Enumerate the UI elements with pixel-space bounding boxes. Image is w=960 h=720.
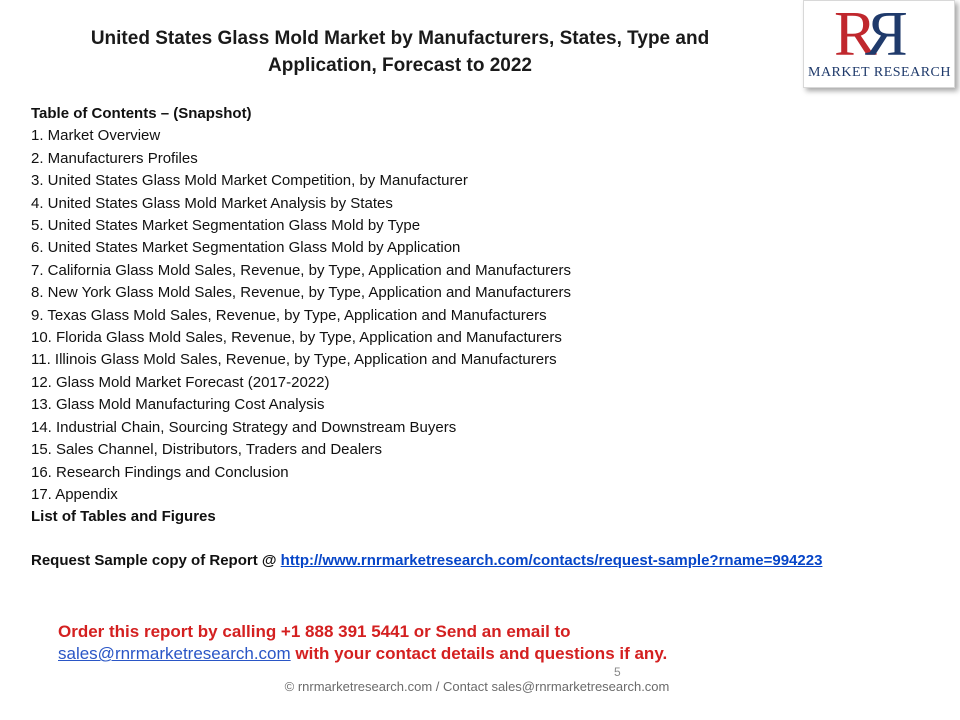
order-notice <box>58 621 667 665</box>
footer-text: © rnrmarketresearch.com / Contact sales@rnrmarketresearch.com <box>284 679 670 694</box>
logo-text: MARKET RESEARCH <box>808 65 951 80</box>
toc-item: 14. Industrial Chain, Sourcing Strategy and Downstream Buyers <box>31 418 457 436</box>
title-line-2: Application, Forecast to 2022 <box>268 55 532 76</box>
toc-item: 11. Illinois Glass Mold Sales, Revenue, by Type, Application and Manufacturers <box>31 351 557 369</box>
toc-item: 3. United States Glass Mold Market Competition, by Manufacturer <box>31 172 468 190</box>
rnr-logo <box>803 0 955 88</box>
toc-item: 12. Glass Mold Market Forecast (2017-2022) <box>31 373 330 391</box>
order-line-1: Order this report by calling +1 888 391 5441 or Send an email to <box>58 622 571 641</box>
toc-heading: Table of Contents – (Snapshot) <box>31 105 252 122</box>
slide-title <box>40 25 760 79</box>
toc-item: 9. Texas Glass Mold Sales, Revenue, by Type, Application and Manufacturers <box>31 306 547 324</box>
toc-item: 16. Research Findings and Conclusion <box>31 463 289 481</box>
toc-item: 13. Glass Mold Manufacturing Cost Analysis <box>31 396 325 414</box>
logo-letters: RR <box>834 0 908 69</box>
toc-item: 5. United States Market Segmentation Glass Mold by Type <box>31 217 421 235</box>
toc-item: 7. California Glass Mold Sales, Revenue, by Type, Application and Manufacturers <box>31 261 572 279</box>
toc-item: 6. United States Market Segmentation Glass Mold by Application <box>31 239 461 257</box>
toc-item: 10. Florida Glass Mold Sales, Revenue, by Type, Application and Manufacturers <box>31 329 562 347</box>
page-number: 5 <box>614 665 621 679</box>
title-line-1: United States Glass Mold Market by Manufacturers, States, Type and <box>90 28 710 49</box>
order-line-2-text: with your contact details and questions if any. <box>290 644 668 663</box>
request-sample-line <box>31 552 822 569</box>
toc-item: 4. United States Glass Mold Market Analysis by States <box>31 194 393 212</box>
toc-item: 15. Sales Channel, Distributors, Traders and Dealers <box>31 441 383 459</box>
request-label: Request Sample copy of Report @ <box>31 552 281 569</box>
sales-email-link[interactable]: sales@rnrmarketresearch.com <box>58 644 291 663</box>
toc-item: 1. Market Overview <box>31 127 161 145</box>
toc-item: 2. Manufacturers Profiles <box>31 149 198 167</box>
toc-item: 17. Appendix <box>31 485 118 503</box>
request-sample-link[interactable]: http://www.rnrmarketresearch.com/contacts/request-sample?rname=994223 <box>280 552 823 569</box>
tables-and-figures-heading: List of Tables and Figures <box>31 508 216 526</box>
toc-item: 8. New York Glass Mold Sales, Revenue, by Type, Application and Manufacturers <box>31 284 572 302</box>
order-line-2 <box>58 643 667 665</box>
table-of-contents <box>31 103 931 529</box>
